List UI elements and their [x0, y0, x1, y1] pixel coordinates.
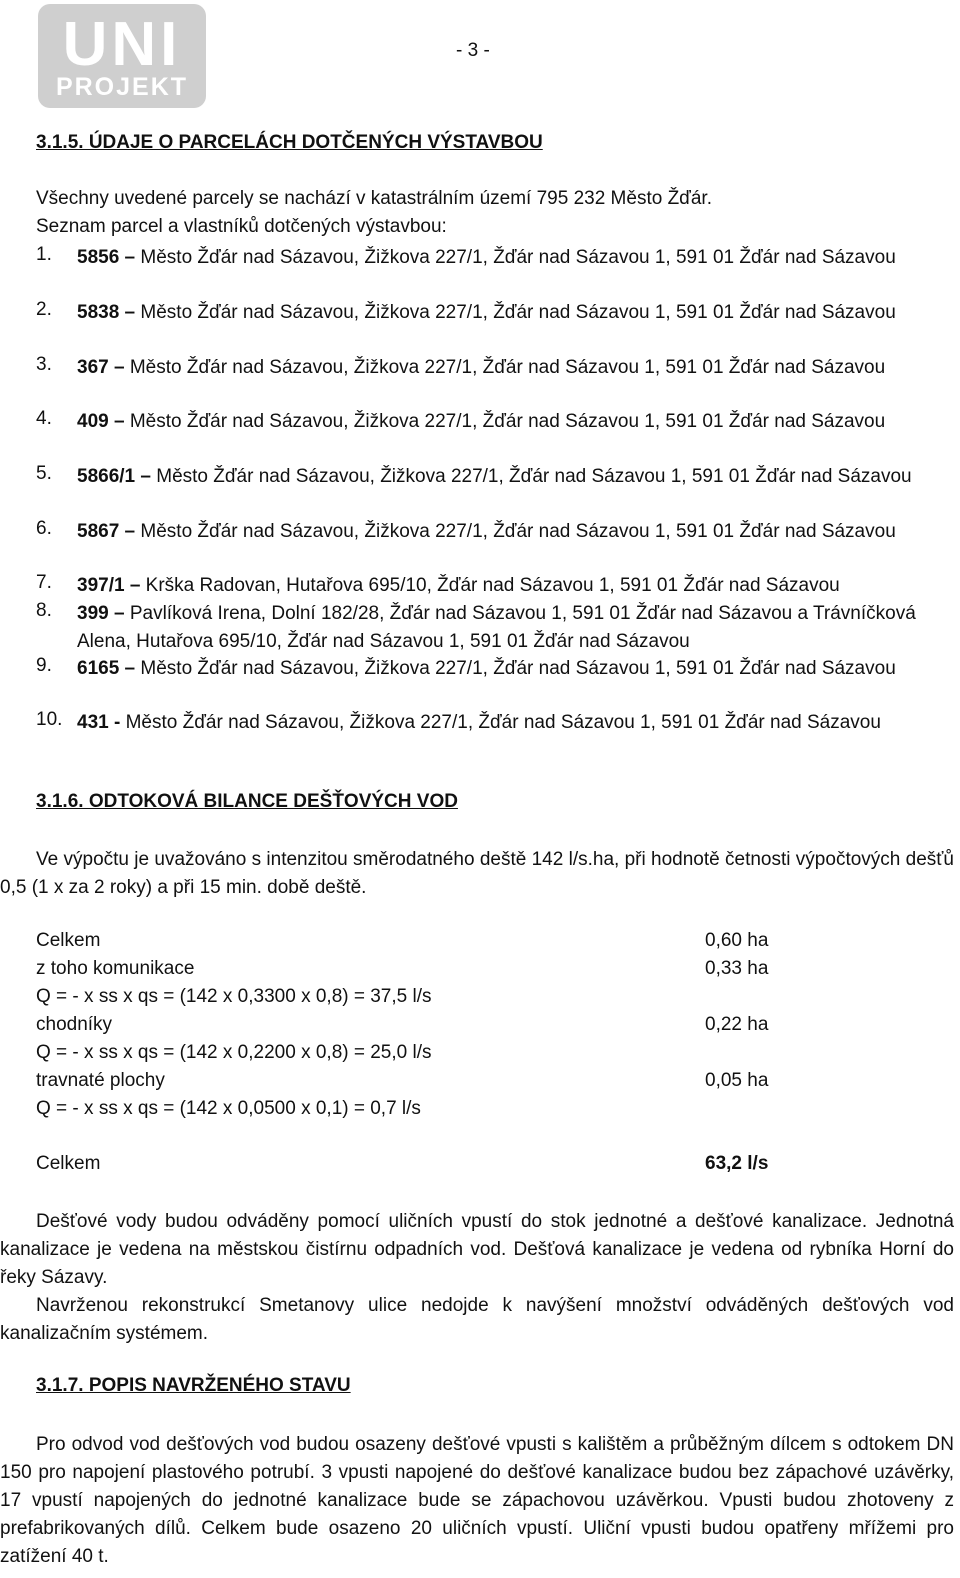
parcel-item-number: 7. [36, 572, 52, 593]
calc-grass-formula: Q = - x ss x qs = (142 x 0,0500 x 0,1) = 0,7 l/s [36, 1098, 421, 1119]
parcel-owner: Město Žďár nad Sázavou, Žižkova 227/1, Žďár nad Sázavou 1, 591 01 Žďár nad Sázavou [140, 521, 896, 542]
calc-grass-label: travnaté plochy [36, 1070, 165, 1091]
parcel-item-text [77, 299, 937, 327]
parcel-item-text [77, 463, 937, 491]
parcel-owner: Město Žďár nad Sázavou, Žižkova 227/1, Žďár nad Sázavou 1, 591 01 Žďár nad Sázavou [140, 247, 896, 268]
parcel-number: 431 [77, 712, 109, 733]
parcel-separator: – [108, 357, 130, 378]
calc-grass-area: 0,05 ha [705, 1070, 769, 1091]
parcel-item-number: 1. [36, 244, 52, 265]
logo-mark: UNI [62, 10, 182, 79]
parcel-number: 5866/1 [77, 466, 136, 487]
parcel-number: 5867 [77, 521, 120, 542]
parcel-number: 409 [77, 411, 109, 432]
section-heading-design: 3.1.7. POPIS NAVRŽENÉHO STAVU [36, 1375, 351, 1396]
parcel-separator: - [108, 712, 126, 733]
calc-sum-value: 63,2 l/s [705, 1153, 769, 1174]
drainage-paragraph-2: Dešťové vody budou odváděny pomocí uličních vpustí do stok jednotné a dešťové kanalizace. Jednotná kanalizace je vedena na městskou čistírnu odpadních vod. Dešťová kanalizace je vedena od rybníka Horní do řeky Sázavy. [0, 1211, 954, 1288]
parcel-owner: Město Žďár nad Sázavou, Žižkova 227/1, Žďár nad Sázavou 1, 591 01 Žďár nad Sázavou [129, 411, 886, 432]
section-heading-parcels: 3.1.5. ÚDAJE O PARCELÁCH DOTČENÝCH VÝSTAVBOU [36, 132, 543, 153]
parcel-number: 367 [77, 357, 109, 378]
parcel-item-text [77, 354, 937, 382]
page-number: - 3 - [456, 40, 490, 61]
parcel-owner: Pavlíková Irena, Dolní 182/28, Žďár nad Sázavou 1, 591 01 Žďár nad Sázavou a Trávníčková Alena, Hutařova 695/10, Žďár nad Sázavou 1, 591 01 Žďár nad Sázavou [77, 603, 916, 652]
parcel-item-number: 4. [36, 408, 52, 429]
parcel-number: 397/1 [77, 575, 125, 596]
calc-walks-label: chodníky [36, 1014, 113, 1035]
drainage-paragraph-3: Navrženou rekonstrukcí Smetanovy ulice nedojde k navýšení množství odváděných dešťových vod kanalizačním systémem. [0, 1295, 954, 1344]
parcel-item-text [77, 600, 937, 655]
logo-word: PROJEKT [55, 73, 189, 101]
parcels-intro: Všechny uvedené parcely se nachází v katastrálním území 795 232 Město Žďár. [36, 188, 712, 209]
parcel-item-number: 6. [36, 518, 52, 539]
parcel-item-number: 9. [36, 655, 52, 676]
drainage-paragraph: Ve výpočtu je uvažováno s intenzitou směrodatného deště 142 l/s.ha, při hodnotě četnosti výpočtových dešťů 0,5 (1 x za 2 roky) a při 15 min. době deště. [0, 849, 954, 898]
calc-total-label: Celkem [36, 930, 101, 951]
parcel-separator: – [108, 411, 130, 432]
parcel-separator: – [124, 575, 146, 596]
parcel-item-number: 3. [36, 354, 52, 375]
calc-walks-area: 0,22 ha [705, 1014, 769, 1035]
parcel-owner: Město Žďár nad Sázavou, Žižkova 227/1, Žďár nad Sázavou 1, 591 01 Žďár nad Sázavou [140, 658, 896, 679]
parcel-separator: – [119, 521, 141, 542]
parcel-owner: Krška Radovan, Hutařova 695/10, Žďár nad Sázavou 1, 591 01 Žďár nad Sázavou [145, 575, 840, 596]
parcel-owner: Město Žďár nad Sázavou, Žižkova 227/1, Žďár nad Sázavou 1, 591 01 Žďár nad Sázavou [140, 302, 896, 323]
calc-roads-label: z toho komunikace [36, 958, 195, 979]
parcel-separator: – [135, 466, 157, 487]
parcel-number: 399 [77, 603, 109, 624]
parcel-item-number: 8. [36, 600, 52, 621]
calc-roads-area: 0,33 ha [705, 958, 769, 979]
parcel-separator: – [119, 302, 141, 323]
calc-sum-label: Celkem [36, 1153, 101, 1174]
parcel-item-text [77, 408, 937, 436]
parcel-separator: – [119, 658, 141, 679]
parcel-number: 5838 [77, 302, 120, 323]
parcel-item-number: 10. [36, 709, 63, 730]
parcels-list-intro: Seznam parcel a vlastníků dotčených výstavbou: [36, 216, 447, 237]
calc-roads-formula: Q = - x ss x qs = (142 x 0,3300 x 0,8) = 37,5 l/s [36, 986, 432, 1007]
section-heading-drainage: 3.1.6. ODTOKOVÁ BILANCE DEŠŤOVÝCH VOD [36, 791, 458, 812]
parcel-separator: – [108, 603, 130, 624]
parcel-item-number: 5. [36, 463, 52, 484]
calc-total-area: 0,60 ha [705, 930, 769, 951]
parcel-item-text [77, 244, 937, 272]
parcel-item-number: 2. [36, 299, 52, 320]
parcel-item-text [77, 518, 937, 546]
parcel-item-text [77, 655, 937, 683]
design-paragraph: Pro odvod vod dešťových vod budou osazeny dešťové vpusti s kalištěm a průběžným dílcem s odtokem DN 150 pro napojení plastového potrubí. 3 vpusti napojené do dešťové kanalizace budou bez zápachové uzávěrky, 17 vpustí napojených do jednotné kanalizace bude se zápachovou uzávěrkou. Vpusti budou zhotoveny z prefabrikovaných dílů. Celkem bude osazeno 20 uličních vpustí. Uliční vpusti budou opatřeny mřížemi pro zatížení 40 t. [0, 1434, 954, 1567]
parcel-item-text [77, 709, 937, 737]
parcel-owner: Město Žďár nad Sázavou, Žižkova 227/1, Žďár nad Sázavou 1, 591 01 Žďár nad Sázavou [129, 357, 886, 378]
parcel-owner: Město Žďár nad Sázavou, Žižkova 227/1, Žďár nad Sázavou 1, 591 01 Žďár nad Sázavou [156, 466, 912, 487]
parcel-owner: Město Žďár nad Sázavou, Žižkova 227/1, Žďár nad Sázavou 1, 591 01 Žďár nad Sázavou [125, 712, 881, 733]
parcel-number: 6165 [77, 658, 120, 679]
company-logo [38, 4, 206, 108]
calc-walks-formula: Q = - x ss x qs = (142 x 0,2200 x 0,8) = 25,0 l/s [36, 1042, 432, 1063]
parcel-item-text [77, 572, 937, 600]
parcel-number: 5856 [77, 247, 120, 268]
parcel-separator: – [119, 247, 141, 268]
